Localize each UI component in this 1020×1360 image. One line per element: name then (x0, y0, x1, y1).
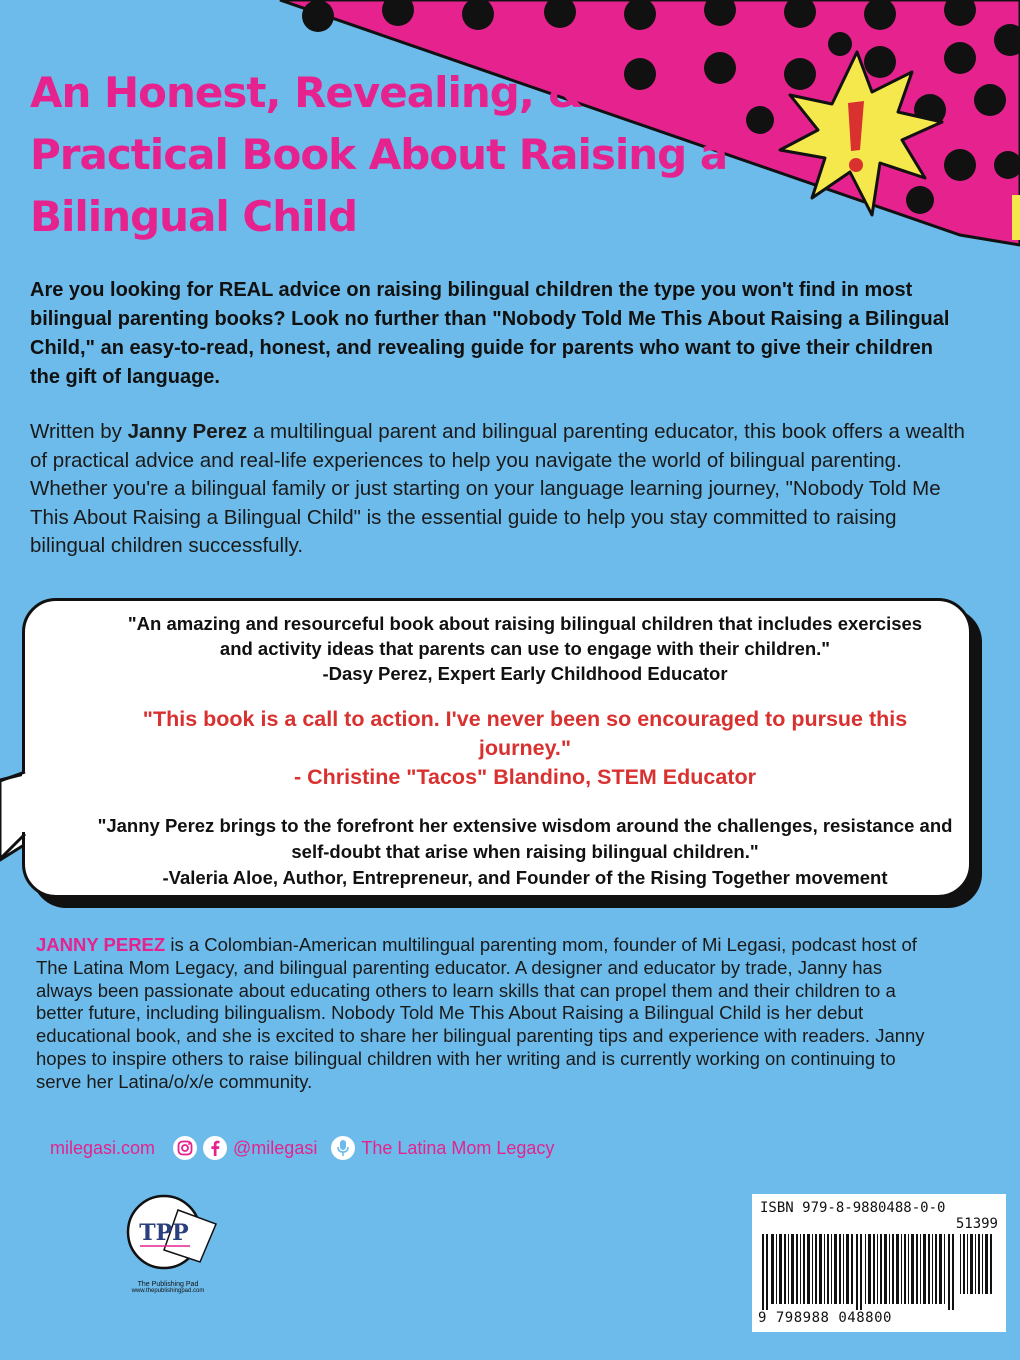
author-bio (36, 934, 936, 1094)
intro-paragraph: Are you looking for REAL advice on raising bilingual children the type you won't find in most bilingual parenting books? Look no further than "Nobody Told Me This About Raising a Bilingual Child," an easy-to-read, honest, and revealing guide for parents who want to give their children the gift of language. (30, 279, 950, 388)
publisher-logo (108, 1190, 228, 1294)
headline (30, 62, 750, 248)
price-code: 51399 (955, 1216, 998, 1232)
headline-line-2: Practical Book About Raising a (30, 130, 728, 179)
facebook-icon[interactable] (203, 1136, 227, 1160)
bio-author-name: JANNY PEREZ (36, 934, 166, 955)
isbn-barcode (752, 1194, 1006, 1332)
instagram-icon[interactable] (173, 1136, 197, 1160)
publisher-name: The Publishing Pad (137, 1281, 199, 1288)
author-name: Janny Perez (127, 420, 248, 443)
social-handle[interactable]: @milegasi (233, 1137, 318, 1158)
publisher-logo-text: TPP (139, 1220, 189, 1246)
microphone-icon (331, 1136, 355, 1160)
isbn-number: ISBN 979-8-9880488-0-0 (760, 1200, 946, 1216)
headline-line-3: Bilingual Child (30, 192, 358, 241)
testimonial-1-attribution: -Dasy Perez, Expert Early Childhood Educator (322, 663, 728, 684)
ean-number: 9 798988 048800 (758, 1310, 892, 1326)
testimonial-2-attribution: - Christine "Tacos" Blandino, STEM Educator (294, 765, 756, 789)
website-link[interactable]: milegasi.com (50, 1137, 156, 1158)
barcode-bars (760, 1234, 998, 1312)
podcast-name[interactable]: The Latina Mom Legacy (361, 1137, 555, 1158)
testimonial-3-attribution: -Valeria Aloe, Author, Entrepreneur, and Founder of the Rising Together movement (162, 867, 888, 888)
testimonial-1 (110, 611, 940, 686)
testimonial-3 (90, 813, 960, 891)
social-links (50, 1133, 554, 1163)
testimonial-1-text: "An amazing and resourceful book about raising bilingual children that includes exercises and activity ideas that parents can use to engage with their children." (127, 613, 923, 659)
testimonial-2-text: "This book is a call to action. I've never been so encouraged to pursue this journey." (142, 707, 908, 760)
publisher-emblem (118, 1190, 218, 1274)
headline-line-1: An Honest, Revealing, & (30, 68, 584, 117)
description-prefix: Written by (30, 420, 128, 443)
publisher-website: www.thepublishingpad.com (131, 1288, 205, 1294)
description-paragraph (30, 418, 970, 561)
bio-text: is a Colombian-American multilingual parenting mom, founder of Mi Legasi, podcast host of The Latina Mom Legacy, and bilingual parenting educator. A designer and educator by trade, Janny has always been passionate about educating others to learn skills that can propel them and their children to a better future, including bilingualism. Nobody Told Me This About Raising a Bilingual Child is her debut educational book, and she is excited to share her bilingual parenting tips and experience with readers. Janny hopes to inspire others to raise bilingual children with her writing and is currently working on continuing to serve her Latina/o/x/e community. (36, 934, 925, 1092)
testimonial-3-text: "Janny Perez brings to the forefront her extensive wisdom around the challenges, resistance and self-doubt that arise when raising bilingual children." (97, 815, 953, 862)
description-rest: a multilingual parent and bilingual parenting educator, this book offers a wealth of practical advice and real-life experiences to help you navigate the world of bilingual parenting. Whether you're a bilingual family or just starting on your language learning journey, "Nobody Told Me This About Raising a Bilingual Child" is the essential guide to help you stay committed to raising bilingual children successfully. (30, 420, 965, 557)
testimonial-2 (110, 705, 940, 792)
